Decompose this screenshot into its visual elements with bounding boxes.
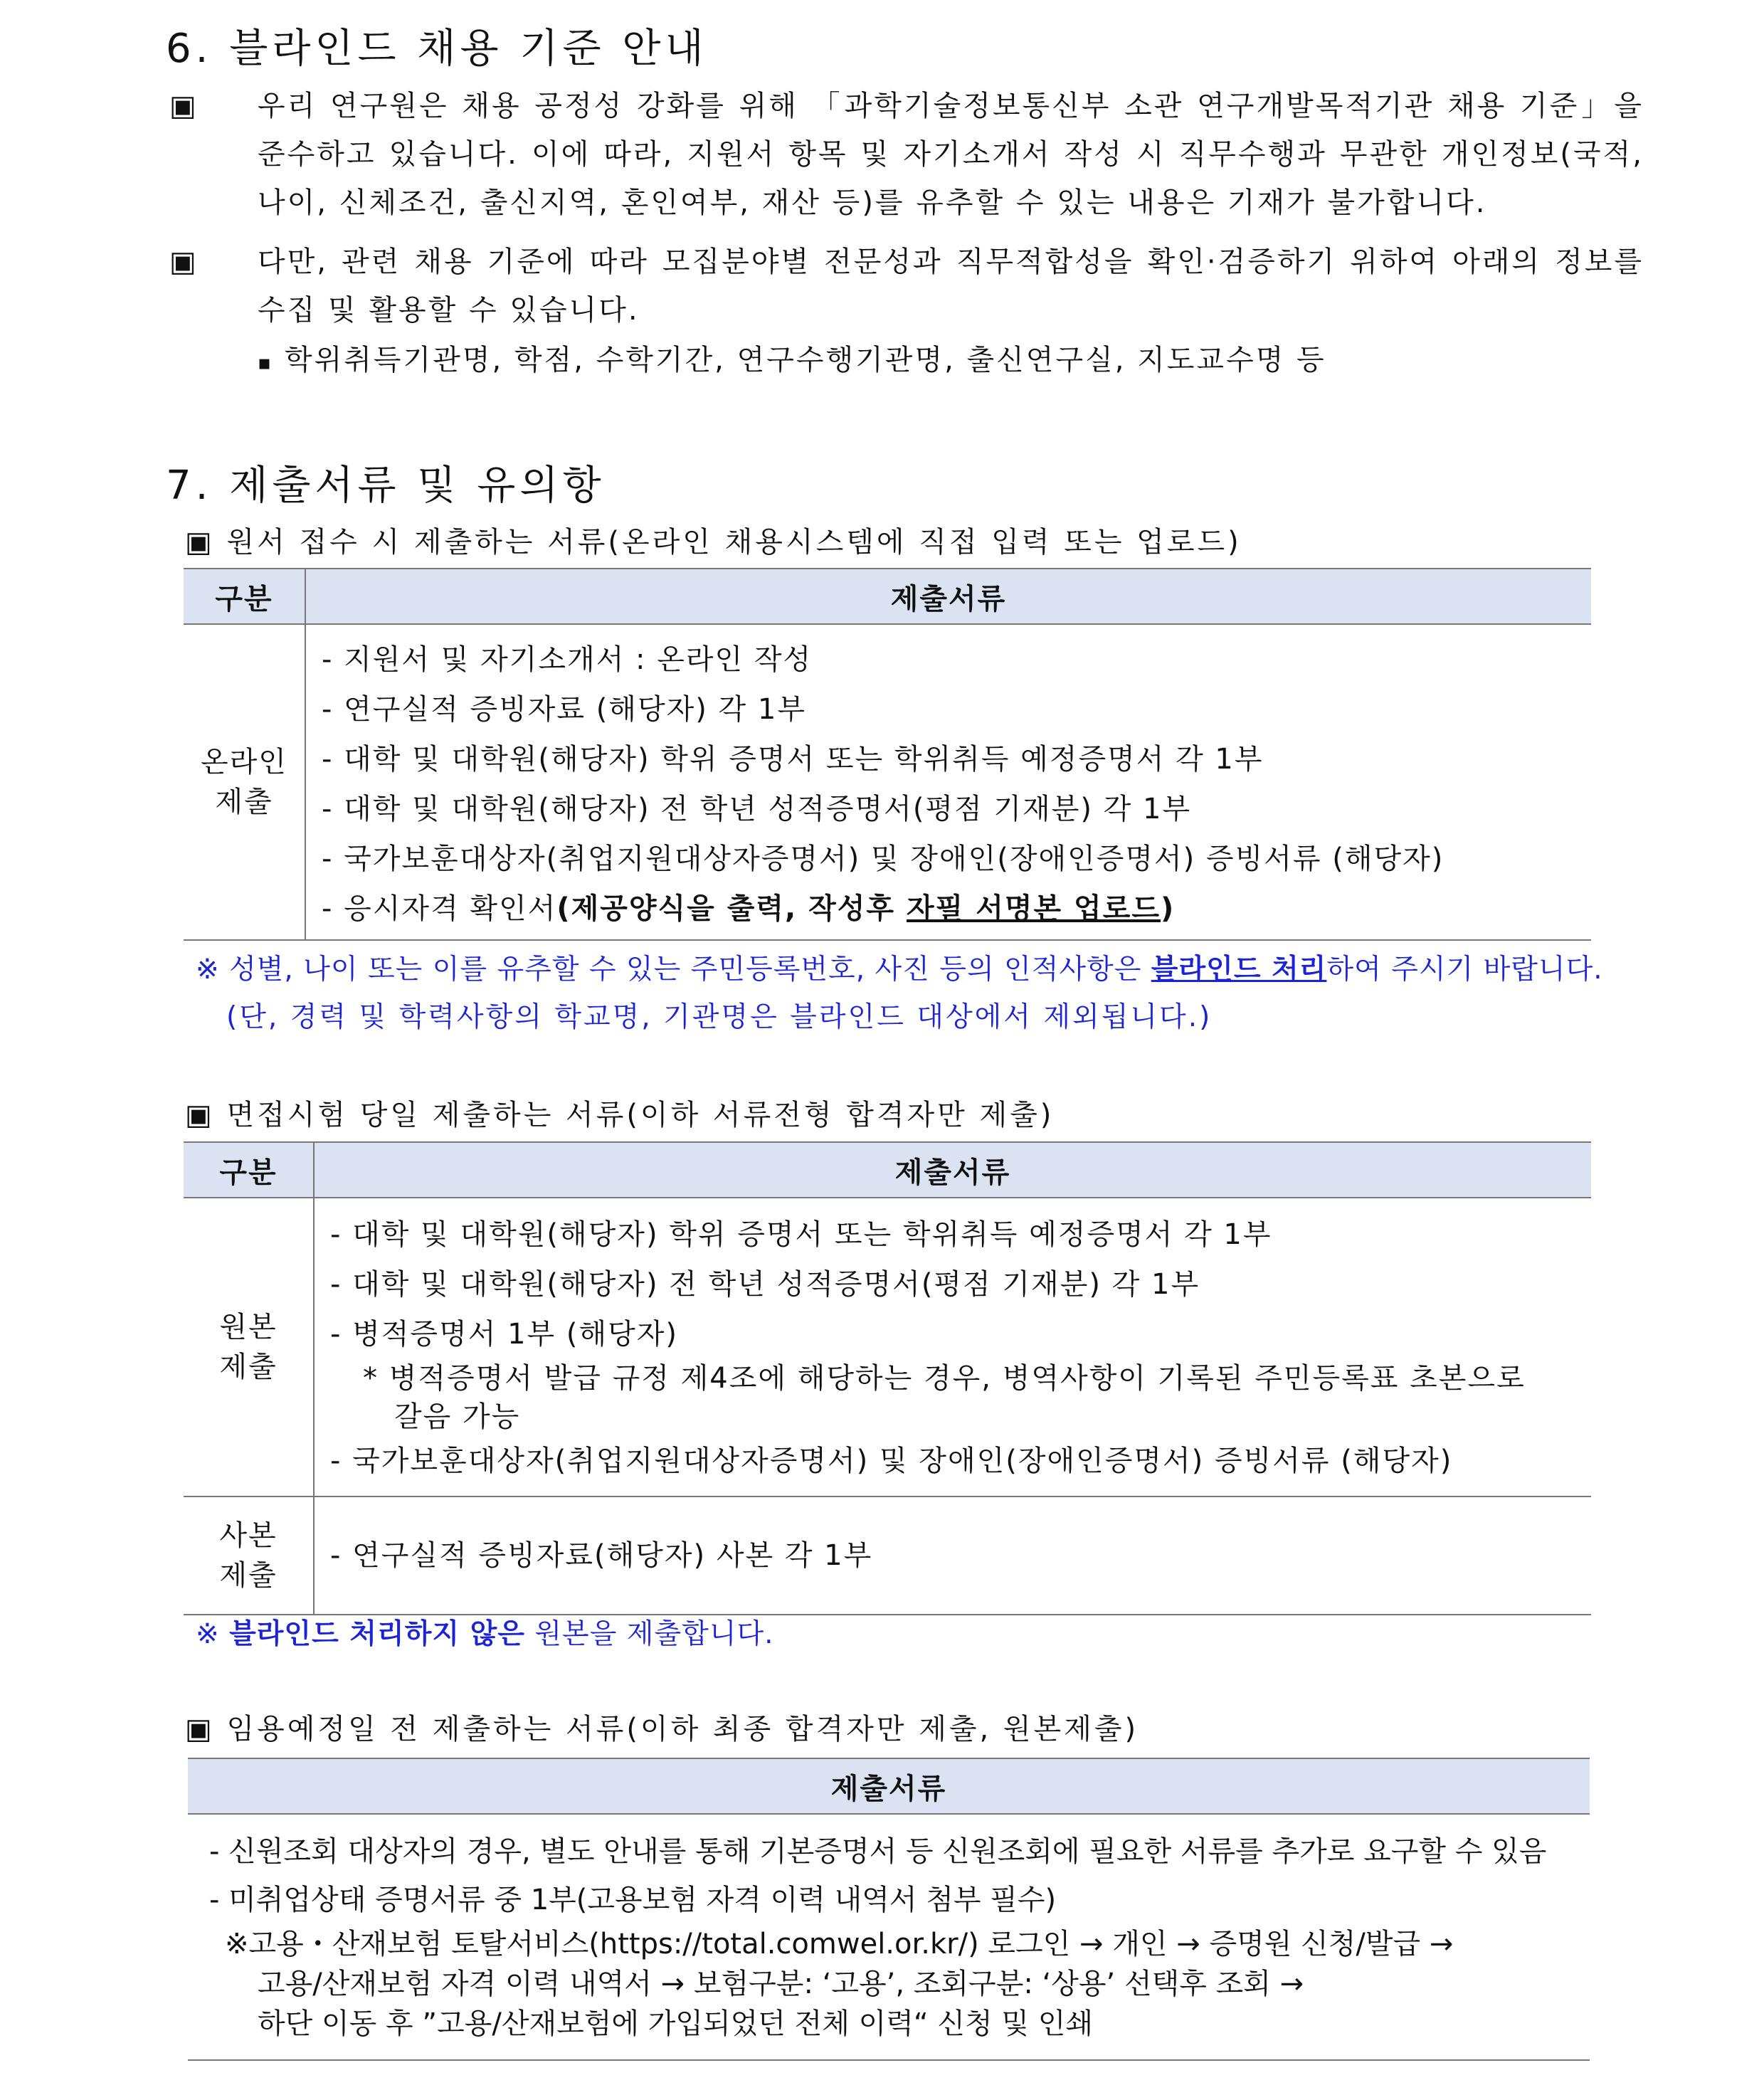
list-sub-note: 하단 이동 후 ”고용/산재보험에 가입되었던 전체 이력“ 신청 및 인쇄 xyxy=(258,2007,1093,2040)
column-header-documents: 제출서류 xyxy=(314,1142,1591,1198)
item-underlined-text: 자필 서명본 업로드 xyxy=(907,892,1161,925)
list-item: - 연구실적 증빙자료(해당자) 사본 각 1부 xyxy=(330,1539,873,1572)
list-item: - 국가보훈대상자(취업지원대상자증명서) 및 장애인(장애인증명서) 증빙서류 (해당자) xyxy=(330,1445,1453,1477)
blind-notice-line-2: (단, 경력 및 학력사항의 학교명, 기관명은 블라인드 대상에서 제외됩니다.) xyxy=(226,1001,1213,1033)
list-item: - 대학 및 대학원(해당자) 학위 증명서 또는 학위취득 예정증명서 각 1부 xyxy=(330,1218,1272,1251)
list-item: - 대학 및 대학원(해당자) 학위 증명서 또는 학위취득 예정증명서 각 1부 xyxy=(322,743,1264,776)
documents-cell xyxy=(188,1814,1590,2060)
section-6-bullet xyxy=(258,336,1595,387)
column-header-documents: 제출서류 xyxy=(188,1758,1590,1814)
table-header-row xyxy=(184,1142,1591,1198)
table-header-row xyxy=(184,569,1591,624)
notice-prefix: ※ xyxy=(196,1618,230,1650)
category-cell xyxy=(184,624,305,940)
item-bold-close: ) xyxy=(1160,892,1176,925)
column-header-documents: 제출서류 xyxy=(305,569,1591,624)
table-row xyxy=(184,1198,1591,1497)
table-2-heading: ▣ 면접시험 당일 제출하는 서류(이하 서류전형 합격자만 제출) xyxy=(185,1099,1055,1131)
list-item: - 대학 및 대학원(해당자) 전 학년 성적증명서(평점 기재분) 각 1부 xyxy=(330,1268,1200,1301)
notice-underlined-text: 블라인드 처리 xyxy=(1151,954,1327,986)
list-item: - 미취업상태 증명서류 중 1부(고용보험 자격 이력 내역서 첨부 필수) xyxy=(209,1884,1057,1916)
list-item: - 대학 및 대학원(해당자) 전 학년 성적증명서(평점 기재분) 각 1부 xyxy=(322,793,1192,825)
list-sub-note: 갈음 가능 xyxy=(394,1400,521,1433)
documents-cell xyxy=(314,1198,1591,1497)
item-prefix: - 응시자격 확인서 xyxy=(322,892,557,925)
item-bold-text: (제공양식을 출력, 작성후 xyxy=(556,892,907,925)
online-submission-table xyxy=(184,568,1591,941)
category-line: 사본 xyxy=(219,1519,278,1552)
category-line: 원본 xyxy=(219,1311,278,1344)
section-6-title: 6. 블라인드 채용 기준 안내 xyxy=(166,26,708,72)
category-line: 온라인 xyxy=(201,746,287,778)
notice-text-end: 원본을 제출합니다. xyxy=(524,1618,774,1650)
table-3-heading: ▣ 임용예정일 전 제출하는 서류(이하 최종 합격자만 제출, 원본제출) xyxy=(185,1713,1139,1746)
square-marker-icon: ▣ xyxy=(169,90,199,122)
column-header-category: 구분 xyxy=(184,569,305,624)
list-item xyxy=(322,884,1591,934)
paragraph-2-text: 다만, 관련 채용 기준에 따라 모집분야별 전문성과 직무적합성을 확인·검증하기 위하여 아래의 정보를 수집 및 활용할 수 있습니다. xyxy=(258,246,1644,327)
list-sub-note: * 병적증명서 발급 규정 제4조에 해당하는 경우, 병역사항이 기록된 주민등록표 초본으로 xyxy=(363,1362,1526,1395)
category-line: 제출 xyxy=(219,1351,278,1383)
notice-text: ※ 성별, 나이 또는 이를 유추할 수 있는 주민등록번호, 사진 등의 인적사항은 xyxy=(196,954,1151,986)
list-sub-note: 고용/산재보험 자격 이력 내역서 → 보험구분: ‘고용’, 조회구분: ‘상용’ 선택후 조회 → xyxy=(258,1968,1304,2000)
documents-cell xyxy=(314,1497,1591,1615)
table-1-heading: ▣ 원서 접수 시 제출하는 서류(온라인 채용시스템에 직접 입력 또는 업로드) xyxy=(185,526,1242,559)
interview-submission-table xyxy=(184,1141,1591,1615)
documents-cell xyxy=(305,624,1591,940)
final-submission-table xyxy=(188,1758,1590,2061)
original-submission-notice xyxy=(196,1611,774,1658)
table-row xyxy=(184,624,1591,940)
table-row xyxy=(184,1497,1591,1615)
paragraph-1-text: 우리 연구원은 채용 공정성 강화를 위해 「과학기술정보통신부 소관 연구개발목적기관 채용 기준」을 준수하고 있습니다. 이에 따라, 지원서 항목 및 자기소개서 작성 시 직무수행과 무관한 개인정보(국적, 나이, 신체조건, 출신지역, 혼인여부, 재산 등)를 유추할 수 있는 내용은 기재가 불가합니다. xyxy=(258,90,1644,219)
list-item: - 국가보훈대상자(취업지원대상자증명서) 및 장애인(장애인증명서) 증빙서류 (해당자) xyxy=(322,843,1445,875)
square-marker-icon: ▣ xyxy=(169,246,199,278)
section-7-title: 7. 제출서류 및 유의항 xyxy=(166,463,606,509)
bullet-text: 학위취득기관명, 학점, 수학기간, 연구수행기관명, 출신연구실, 지도교수명 등 xyxy=(285,344,1326,376)
list-item: - 연구실적 증빙자료 (해당자) 각 1부 xyxy=(322,693,806,726)
list-sub-note: ※고용・산재보험 토탈서비스(https://total.comwel.or.kr/) 로그인 → 개인 → 증명원 신청/발급 → xyxy=(225,1928,1454,1960)
notice-text-end: 하여 주시기 바랍니다. xyxy=(1326,954,1603,986)
section-6-paragraph-2 xyxy=(169,238,1644,334)
list-item: - 신원조회 대상자의 경우, 별도 안내를 통해 기본증명서 등 신원조회에 필요한 서류를 추가로 요구할 수 있음 xyxy=(209,1835,1547,1868)
blind-notice-line-1 xyxy=(196,946,1603,993)
section-6-paragraph-1 xyxy=(169,82,1644,227)
table-row xyxy=(188,1814,1590,2060)
list-item: - 병적증명서 1부 (해당자) xyxy=(330,1318,678,1351)
notice-bold-text: 블라인드 처리하지 않은 xyxy=(229,1618,525,1650)
table-header-row xyxy=(188,1758,1590,1814)
column-header-category: 구분 xyxy=(184,1142,314,1198)
bullet-square-icon: ▪ xyxy=(258,351,273,374)
category-cell xyxy=(184,1198,314,1497)
category-line: 제출 xyxy=(215,786,273,818)
category-line: 제출 xyxy=(219,1559,278,1592)
list-item: - 지원서 및 자기소개서 : 온라인 작성 xyxy=(322,643,813,676)
category-cell xyxy=(184,1497,314,1615)
